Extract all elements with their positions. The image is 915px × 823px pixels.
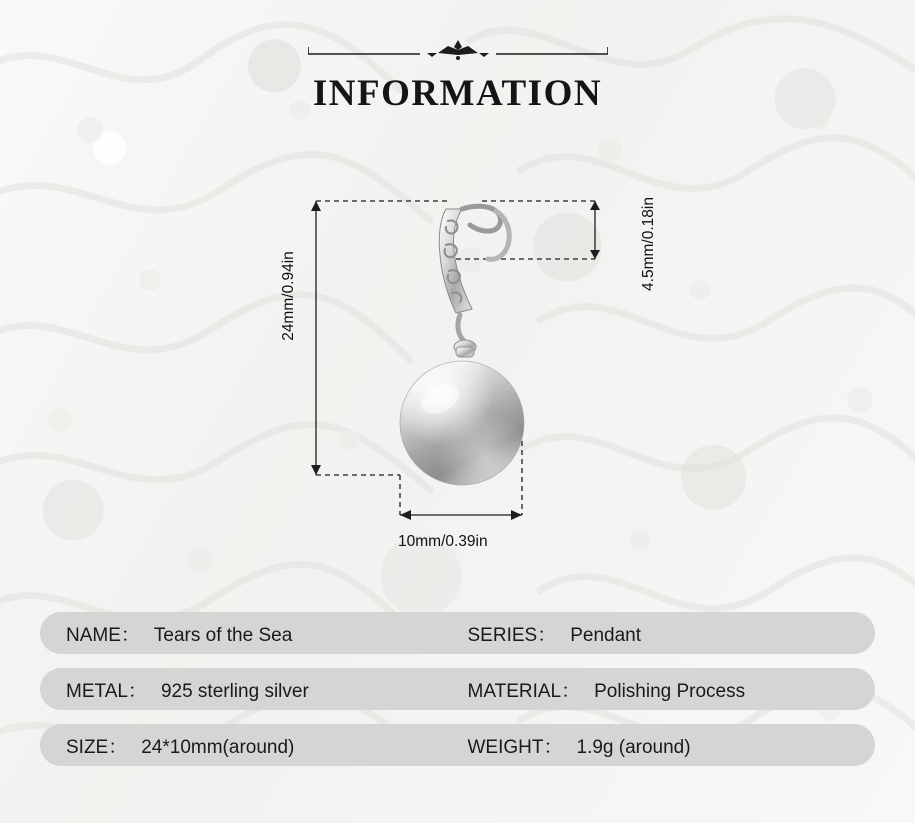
dimension-label-clasp: 4.5mm/0.18in bbox=[639, 197, 657, 291]
page-title: INFORMATION bbox=[312, 73, 603, 114]
spec-value: Polishing Process bbox=[594, 680, 746, 702]
product-diagram bbox=[250, 175, 670, 575]
spec-value: 24*10mm(around) bbox=[141, 736, 295, 758]
dimension-label-width: 10mm/0.39in bbox=[398, 533, 488, 550]
spec-key: NAME： bbox=[66, 624, 140, 646]
spec-value: 1.9g (around) bbox=[576, 736, 691, 758]
spec-value: Pendant bbox=[570, 624, 641, 646]
spec-value: Tears of the Sea bbox=[153, 624, 293, 646]
spec-cell-size bbox=[66, 732, 458, 759]
spec-key: SERIES： bbox=[467, 624, 557, 646]
specification-table bbox=[40, 612, 875, 780]
page-header bbox=[0, 38, 915, 115]
spec-key: WEIGHT： bbox=[467, 736, 563, 758]
spec-key: MATERIAL： bbox=[467, 680, 581, 702]
spec-cell-metal bbox=[66, 676, 458, 703]
spec-value: 925 sterling silver bbox=[160, 680, 309, 702]
spec-cell-weight bbox=[458, 732, 850, 759]
spec-key: METAL： bbox=[66, 680, 147, 702]
spec-key: SIZE： bbox=[66, 736, 128, 758]
table-row bbox=[40, 668, 875, 710]
spec-cell-material bbox=[458, 676, 850, 703]
spec-cell-series bbox=[458, 620, 850, 647]
floral-divider-ornament-icon bbox=[308, 38, 608, 64]
table-row bbox=[40, 612, 875, 654]
table-row bbox=[40, 724, 875, 766]
dimension-label-height: 24mm/0.94in bbox=[279, 251, 297, 341]
spec-cell-name bbox=[66, 620, 458, 647]
pearl-pendant-charm-icon bbox=[250, 175, 670, 575]
